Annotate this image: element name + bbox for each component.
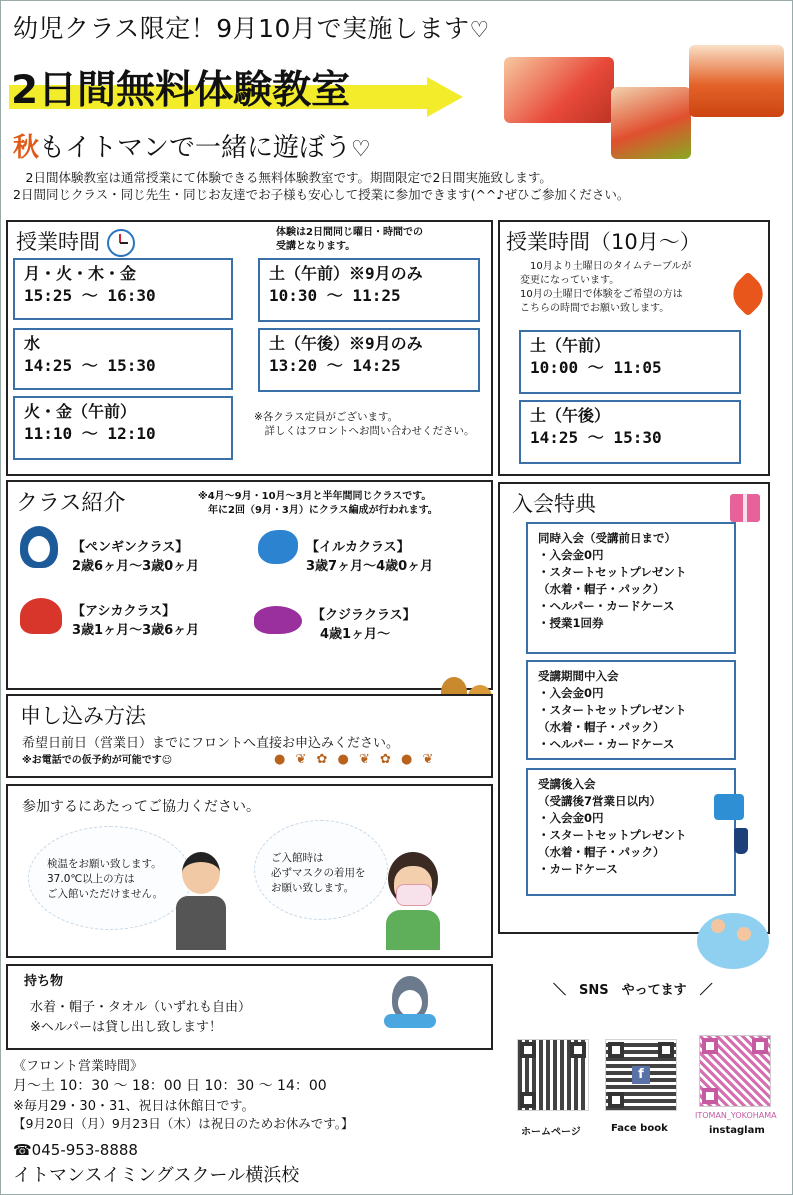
apply-text: 希望日前日（営業日）までにフロントへ直接お申込みください。 [22,736,400,751]
slot-wed: 水 14:25 ～ 15:30 [13,328,233,390]
header-line1: 幼児クラス限定！9月10月で実施します♡ [13,14,490,43]
class-title: クラス紹介 [16,491,126,516]
heart-icon: ♡ [351,137,371,162]
pool-bag-icon [714,794,744,820]
photo-child-1 [504,57,614,123]
autumn-char: 秋 [13,133,40,163]
slot-mon-tue-thu-fri: 月・火・木・金 15:25 ～ 16:30 [13,258,233,320]
dolphin-icon [258,530,298,564]
intro-text: 2日間体験教室は通常授業にて体験できる無料体験教室です。期間限定で2日間実施致します。 2日間同じクラス・同じ先生・同じお友達でお子様も安心して授業に参加できます(^^♪ぜひご参加ください。 [13,170,630,202]
title-arrow [427,77,463,117]
benefit-box-same-time: 同時入会（受講前日まで） ・入会金0円 ・スタートセットプレゼント （水着・帽子・パック） ・ヘルパー・カードケース ・授業1回券 [526,522,736,654]
apply-title: 申し込み方法 [20,704,146,728]
facebook-qr[interactable] [605,1039,677,1111]
bring-line2: ※ヘルパーは貸し出し致します！ [30,1020,222,1035]
swimmers-illustration [697,913,769,969]
bring-title: 持ち物 [24,974,64,989]
cooperate-section [6,784,493,958]
bring-section [6,964,493,1050]
school-name: イトマンスイミングスクール横浜校 [13,1165,300,1186]
slot-sat-pm-sep: 土（午後）※9月のみ 13:20 ～ 14:25 [258,328,480,392]
apply-note: ※お電話での仮予約が可能です☺ [22,755,173,766]
man-thermometer-illustration [174,852,228,952]
schedule-oct-section [498,220,770,476]
benefit-box-during: 受講期間中入会 ・入会金0円 ・スタートセットプレゼント （水着・帽子・パック） ・ヘルパー・カードケース [526,660,736,760]
apply-section [6,694,493,778]
holiday-text: 【9月20日（月）9月23日（木）は祝日のためお休みです。】 [13,1116,354,1131]
heart-icon: ♡ [469,18,490,43]
subtitle: 秋もイトマンで一緒に遊ぼう♡ [13,133,371,163]
page-title: 2日間無料体験教室 [11,68,351,113]
schedule-note-top: 体験は2日間同じ曜日・時間での 受講となります。 [276,227,423,252]
clock-icon [107,229,135,257]
closed-text: ※毎月29・30・31、祝日は休館日です。 [13,1099,255,1114]
mask-bubble: ご入館時は 必ずマスクの着用を お願い致します。 [254,820,388,920]
instagram-label: instaglam [709,1125,765,1136]
benefits-section [498,482,770,934]
schedule-note-bottom: ※各クラス定員がございます。 詳しくはフロントへお問い合わせください。 [254,411,475,437]
cooperate-title: 参加するにあたってご協力ください。 [22,799,260,815]
schedule-oct-note: 10月より土曜日のタイムテーブルが 変更になっています。 10月の土曜日で体験をご希望の方は こちらの時間でお願い致します。 [520,261,692,314]
swimsuit-icon [734,828,748,854]
whale-icon [254,606,302,634]
class-section [6,480,493,690]
schedule-title: 授業時間 [16,226,135,257]
temperature-bubble: 検温をお願い致します。 37.0℃以上の方は ご入館いただけません。 [28,826,192,930]
slot-oct-sat-pm: 土（午後） 14:25 ～ 15:30 [519,400,741,464]
instagram-handle: ITOMAN_YOKOHAMA [695,1111,777,1120]
sealion-icon [20,598,62,634]
bring-line1: 水着・帽子・タオル（いずれも自由） [30,1000,252,1015]
homepage-qr[interactable] [517,1039,589,1111]
title-banner [9,59,459,115]
benefit-box-after: 受講後入会 （受講後7営業日以内） ・入会金0円 ・スタートセットプレゼント （水着・帽子・パック） ・カードケース [526,768,736,896]
homepage-label: ホームページ [521,1127,581,1138]
hours-title: 《フロント営業時間》 [13,1059,144,1074]
facebook-icon: f [632,1066,650,1084]
class-note: ※4月～9月・10月～3月と半年間同じクラスです。 年に2回（9月・3月）にクラス編成が行われます。 [198,491,438,516]
benefits-title: 入会特典 [512,492,596,516]
class-penguin: 【ペンギンクラス】 2歳6ヶ月～3歳0ヶ月 [72,540,200,574]
sns-heading: ＼ SNS やってます ／ [553,983,713,998]
schedule-oct-title: 授業時間（10月～） [506,230,701,254]
leaves-decoration: ● ❦ ✿ ● ❦ ✿ ● ❦ [274,752,437,767]
girl-mask-illustration [382,852,446,952]
class-dolphin: 【イルカクラス】 3歳7ヶ月～4歳0ヶ月 [306,540,434,574]
class-whale: 【クジラクラス】 4歳1ヶ月～ [312,608,416,642]
instagram-qr[interactable] [699,1035,771,1107]
class-sealion: 【アシカクラス】 3歳1ヶ月～3歳6ヶ月 [72,604,200,638]
schedule-section [6,220,493,476]
photo-child-2 [611,87,691,159]
slot-oct-sat-am: 土（午前） 10:00 ～ 11:05 [519,330,741,394]
facebook-label: Face book [611,1123,668,1134]
gift-icon [730,494,760,522]
slot-tue-fri-am: 火・金（午前） 11:10 ～ 12:10 [13,396,233,460]
maple-leaf-icon [725,271,770,316]
penguin-icon [20,526,58,568]
slot-sat-am-sep: 土（午前）※9月のみ 10:30 ～ 11:25 [258,258,480,322]
phone-number: ☎045-953-8888 [13,1141,138,1159]
penguin-swim-icon [384,976,436,1034]
hours-text: 月～土 10：30 ～ 18：00 日 10：30 ～ 14：00 [13,1078,327,1094]
photo-child-3 [689,45,784,117]
